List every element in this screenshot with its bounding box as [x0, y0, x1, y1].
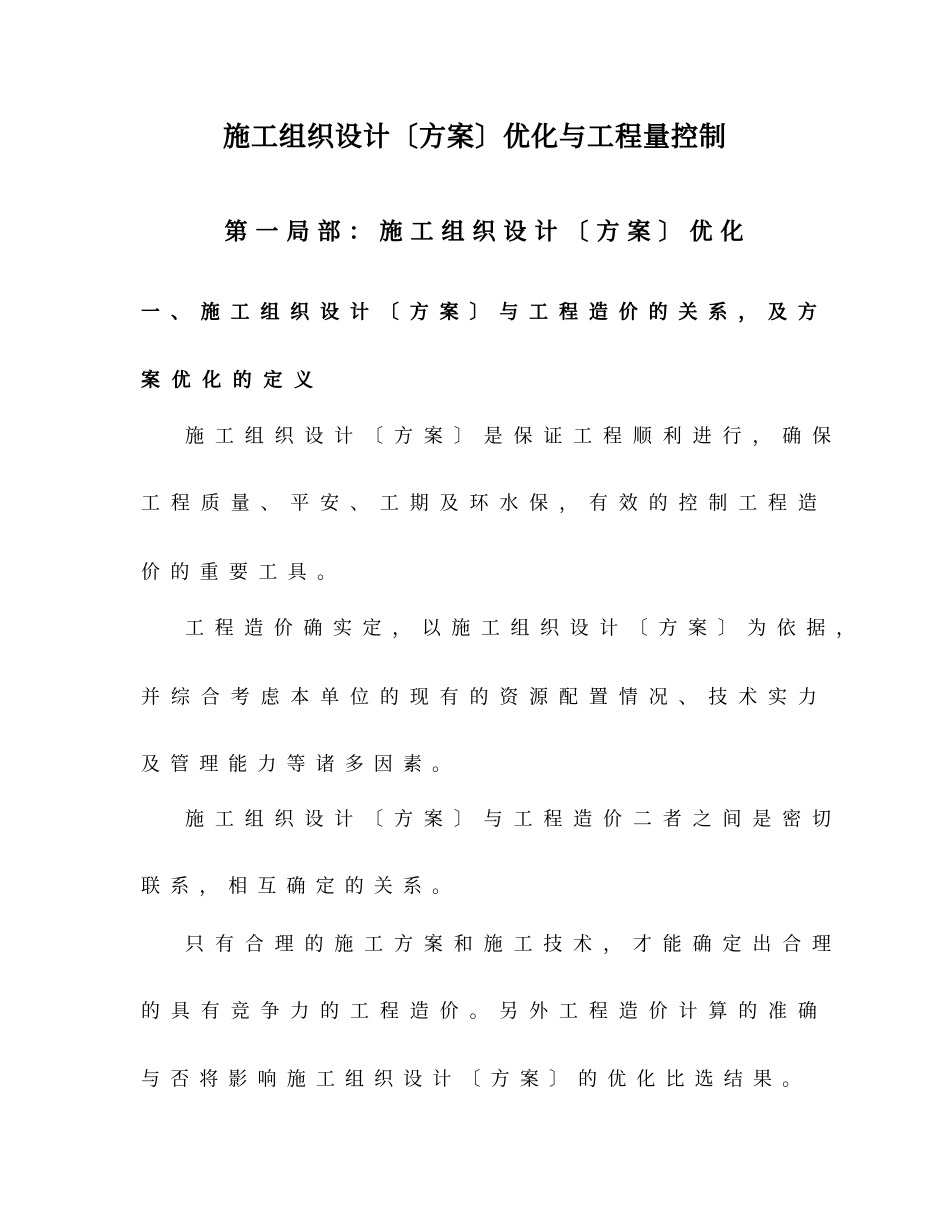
paragraph-line: 并综合考虑本单位的现有的资源配置情况、技术实力	[141, 686, 828, 708]
paragraph-line: 与否将影响施工组织设计〔方案〕的优化比选结果。	[141, 1068, 812, 1090]
paragraph-line: 工程造价确实定，以施工组织设计〔方案〕为依据，	[185, 617, 866, 639]
paragraph-line: 只有合理的施工方案和施工技术，才能确定出合理	[185, 933, 842, 955]
paragraph-line: 的具有竞争力的工程造价。另外工程造价计算的准确	[141, 1000, 828, 1022]
section-heading-line-2: 案优化的定义	[141, 369, 325, 391]
document-title: 施工组织设计〔方案〕优化与工程量控制	[223, 122, 727, 153]
paragraph-line: 价的重要工具。	[141, 561, 347, 583]
paragraph-line: 施工组织设计〔方案〕是保证工程顺利进行，确保	[185, 425, 842, 447]
section-subtitle: 第一局部：施工组织设计〔方案〕优化	[224, 219, 752, 245]
paragraph-line: 及管理能力等诸多因素。	[141, 753, 462, 775]
paragraph-line: 联系，相互确定的关系。	[141, 875, 462, 897]
paragraph-line: 工程质量、平安、工期及环水保，有效的控制工程造	[141, 492, 828, 514]
paragraph-line: 施工组织设计〔方案〕与工程造价二者之间是密切	[185, 808, 842, 830]
section-heading-line-1: 一、施工组织设计〔方案〕与工程造价的关系，及方	[141, 301, 828, 323]
